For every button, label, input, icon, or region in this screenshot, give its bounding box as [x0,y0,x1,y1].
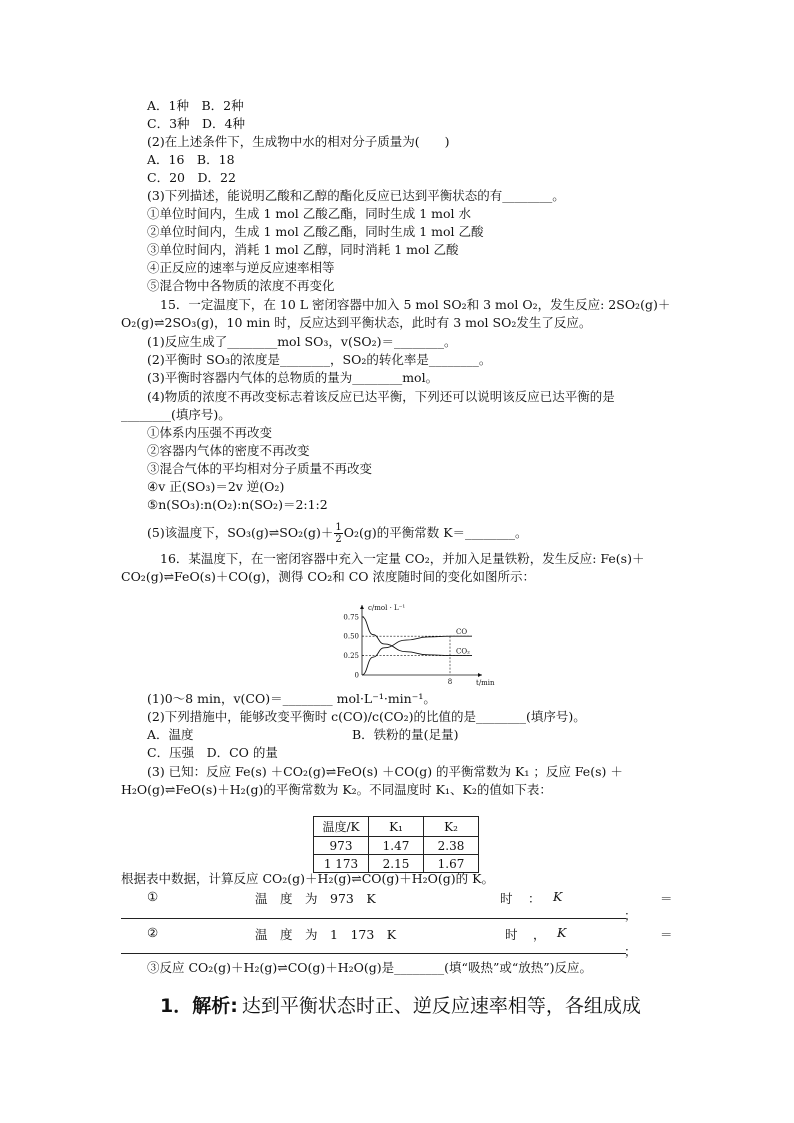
answer-row2-punct: ， [533,927,546,942]
answer-row2-index: ② [147,925,159,940]
answer-row1-index: ① [147,889,159,904]
fraction-numerator: 1 [335,522,342,533]
q15-part3: (3)平衡时容器内气体的总物质的量为________mol。 [147,370,439,385]
table-header: K₁ [369,817,424,837]
y-tick-label: 0.25 [343,652,359,661]
y-tick-label: 0.50 [343,632,359,641]
fraction-denominator: 2 [335,534,342,545]
q16-stem-cont: CO₂(g)⇌FeO(s)＋CO(g)，测得 CO₂和 CO 浓度随时间的变化如图所示： [121,569,535,584]
table-cell: 2.38 [424,837,479,855]
semicolon: ； [624,944,637,959]
q15-part2: (2)平衡时 SO₃的浓度是________，SO₂的转化率是________。 [147,352,492,367]
q15-option: ①体系内压强不再改变 [147,425,273,440]
solution-label: 1．解析: [160,995,238,1017]
concentration-chart [330,601,495,693]
table-row [314,855,479,873]
q16-stem: 16．某温度下，在一密闭容器中充入一定量 CO₂，并加入足量铁粉，发生反应: Fe(s)＋ [160,551,645,566]
q16-option-a: A．温度 [147,727,194,742]
statement-line: ④正反应的速率与逆反应速率相等 [147,260,335,275]
x-axis-arrow [478,673,482,677]
answer-row1-eq: ＝ [660,891,673,906]
answer-row1-when: 时 [500,891,513,906]
fraction [334,522,342,545]
table-row [314,837,479,855]
q16-part1: (1)0～8 min，v(CO)＝________ mol·L⁻¹·min⁻¹。 [147,691,436,706]
q15-part5 [147,522,528,545]
statement-line: ⑤混合物中各物质的浓度不再变化 [147,278,335,293]
table-cell: 1.47 [369,837,424,855]
y-axis-arrow [360,605,364,609]
table-header: 温度/K [314,817,369,837]
table-header: K₂ [424,817,479,837]
statement-line: ③单位时间内，消耗 1 mol 乙醇，同时消耗 1 mol 乙酸 [147,242,459,257]
solution-text: 达到平衡状态时正、逆反应速率相等，各组成成 [241,995,641,1017]
y-tick-label: 0.75 [343,613,359,622]
y-axis-label: c/mol · L⁻¹ [368,604,406,612]
answer-row1-punct: ： [528,891,541,906]
answer-row1-text: 温 度 为 973 K [255,891,376,906]
k-table [313,816,479,873]
answer-row2-text: 温 度 为 1 173 K [255,927,397,942]
answer-blank-1[interactable] [121,918,626,919]
solution-line [160,993,641,1019]
q15-option: ④v 正(SO₃)＝2v 逆(O₂) [147,479,285,494]
q15-part5-post: O₂(g)的平衡常数 K＝________。 [343,525,528,540]
semicolon: ； [624,908,637,923]
table-header-row [314,817,479,837]
q16-part2: (2)下列措施中，能够改变平衡时 c(CO)/c(CO₂)的比值的是________(填序号)。 [147,709,586,724]
answer-blank-2[interactable] [121,953,626,954]
q15-option: ②容器内气体的密度不再改变 [147,443,310,458]
q16-option-b: B．铁粉的量(足量) [352,727,459,742]
statement-line: ①单位时间内，生成 1 mol 乙酸乙酯，同时生成 1 mol 水 [147,206,471,221]
q16-part3-cont: H₂O(g)⇌FeO(s)＋H₂(g)的平衡常数为 K₂。不同温度时 K₁、K₂的值如下表： [121,782,552,797]
q15-part4-cont: ________(填序号)。 [121,407,231,422]
q15-part1: (1)反应生成了________mol SO₃，v(SO₂)＝________。 [147,334,457,349]
x-tick-label: 8 [447,678,453,686]
legend-label: CO₂ [456,647,470,656]
q15-stem: 15．一定温度下，在 10 L 密闭容器中加入 5 mol SO₂和 3 mol O₂，发生反应: 2SO₂(g)＋ [160,297,671,312]
q15-option: ③混合气体的平均相对分子质量不再改变 [147,461,373,476]
option-line: C．20 D．22 [147,170,236,185]
statement-line: ②单位时间内，生成 1 mol 乙酸乙酯，同时生成 1 mol 乙酸 [147,224,484,239]
table-cell: 973 [314,837,369,855]
table-cell: 1 173 [314,855,369,873]
answer-row2-eq: ＝ [660,927,673,942]
q15-stem-cont: O₂(g)⇌2SO₃(g)，10 min 时，反应达到平衡状态，此时有 3 mol SO₂发生了反应。 [121,315,592,330]
q15-option: ⑤n(SO₃):n(O₂):n(SO₂)＝2:1:2 [147,497,328,512]
q16-part3-3: ③反应 CO₂(g)＋H₂(g)⇌CO(g)＋H₂O(g)是________(填“吸热”或“放热”)反应。 [147,960,592,975]
x-axis-label: t/min [476,679,495,687]
q16-part3: (3) 已知：反应 Fe(s) ＋CO₂(g)⇌FeO(s) ＋CO(g) 的平衡常数为 K₁ ；反应 Fe(s) ＋ [147,764,623,779]
q15-part4: (4)物质的浓度不再改变标志着该反应已达平衡，下列还可以说明该反应已达平衡的是 [147,389,615,404]
q16-after-table: 根据表中数据，计算反应 CO₂(g)＋H₂(g)⇌CO(g)＋H₂O(g)的 K。 [121,871,494,886]
answer-row2-when: 时 [505,927,518,942]
legend-label: CO [456,628,468,637]
question-line: (2)在上述条件下，生成物中水的相对分子质量为( ) [147,134,450,149]
y-tick-label: 0 [354,671,359,680]
option-line: A．1种 B．2种 [147,98,244,113]
question-line: (3)下列描述，能说明乙酸和乙醇的酯化反应已达到平衡状态的有________。 [147,188,565,203]
answer-row2-k: K [557,925,567,940]
table-cell: 2.15 [369,855,424,873]
option-line: A．16 B．18 [147,152,235,167]
option-line: C．3种 D．4种 [147,116,245,131]
table-cell: 1.67 [424,855,479,873]
q15-part5-pre: (5)该温度下，SO₃(g)⇌SO₂(g)＋ [147,525,334,540]
answer-row1-k: K [553,889,563,904]
q16-option-cd: C．压强 D．CO 的量 [147,745,278,760]
